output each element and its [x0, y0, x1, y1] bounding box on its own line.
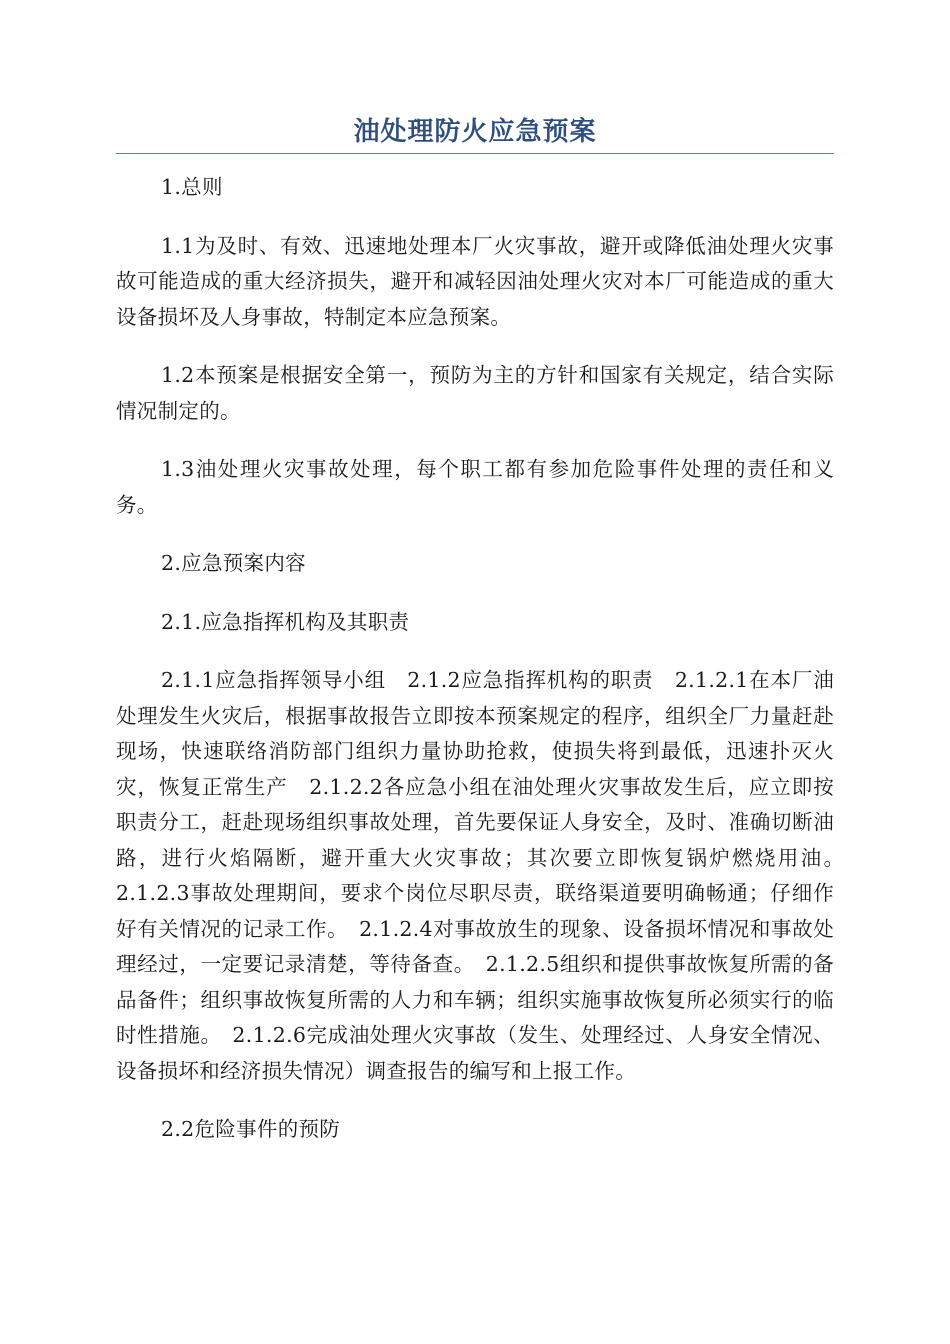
document-title: 油处理防火应急预案 [353, 117, 597, 147]
subsection-heading-2-1: 2.1.应急指挥机构及其职责 [161, 609, 410, 634]
paragraph-1-2: 1.2本预案是根据安全第一，预防为主的方针和国家有关规定，结合实际情况制定的。 [116, 363, 834, 423]
paragraph-1-1: 1.1为及时、有效、迅速地处理本厂火灾事故，避开或降低油处理火灾事故可能造成的重大经济损失，避开和减轻因油处理火灾对本厂可能造成的重大设备损坏及人身事故，特制定本应急预案。 [116, 233, 834, 329]
document-body [116, 170, 855, 1171]
paragraph-2-1-1: 2.1.1应急指挥领导小组 2.1.2应急指挥机构的职责 2.1.2.1在本厂油处理发生火灾后，根据事故报告立即按本预案规定的程序，组织全厂力量赶赴现场，快速联络消防部门组织力量协助抢救，使损失将到最低，迅速扑灭火灾，恢复正常生产 2.1.2.2各应急小组在油处理火灾事故发生后，应立即按职责分工，赶赴现场组织事故处理，首先要保证人身安全，及时、准确切断油路，进行火焰隔断，避开重大火灾事故；其次要立即恢复锅炉燃烧用油。 2.1.2.3事故处理期间，要求个岗位尽职尽责，联络渠道要明确畅通；仔细作好有关情况的记录工作。 2.1.2.4对事故放生的现象、设备损坏情况和事故处理经过，一定要记录清楚，等待备查。 2.1.2.5组织和提供事故恢复所需的备品备件；组织事故恢复所需的人力和车辆；组织实施事故恢复所必须实行的临时性措施。 2.1.2.6完成油处理火灾事故（发生、处理经过、人身安全情况、设备损坏和经济损失情况）调查报告的编写和上报工作。 [116, 668, 855, 1083]
title-underline [116, 153, 834, 154]
subsection-heading-2-2: 2.2危险事件的预防 [161, 1117, 341, 1141]
paragraph-1-3: 1.3油处理火灾事故处理，每个职工都有参加危险事件处理的责任和义务。 [116, 457, 834, 517]
section-heading-plan-content: 2.应急预案内容 [161, 551, 306, 575]
section-heading-general: 1.总则 [161, 175, 223, 199]
